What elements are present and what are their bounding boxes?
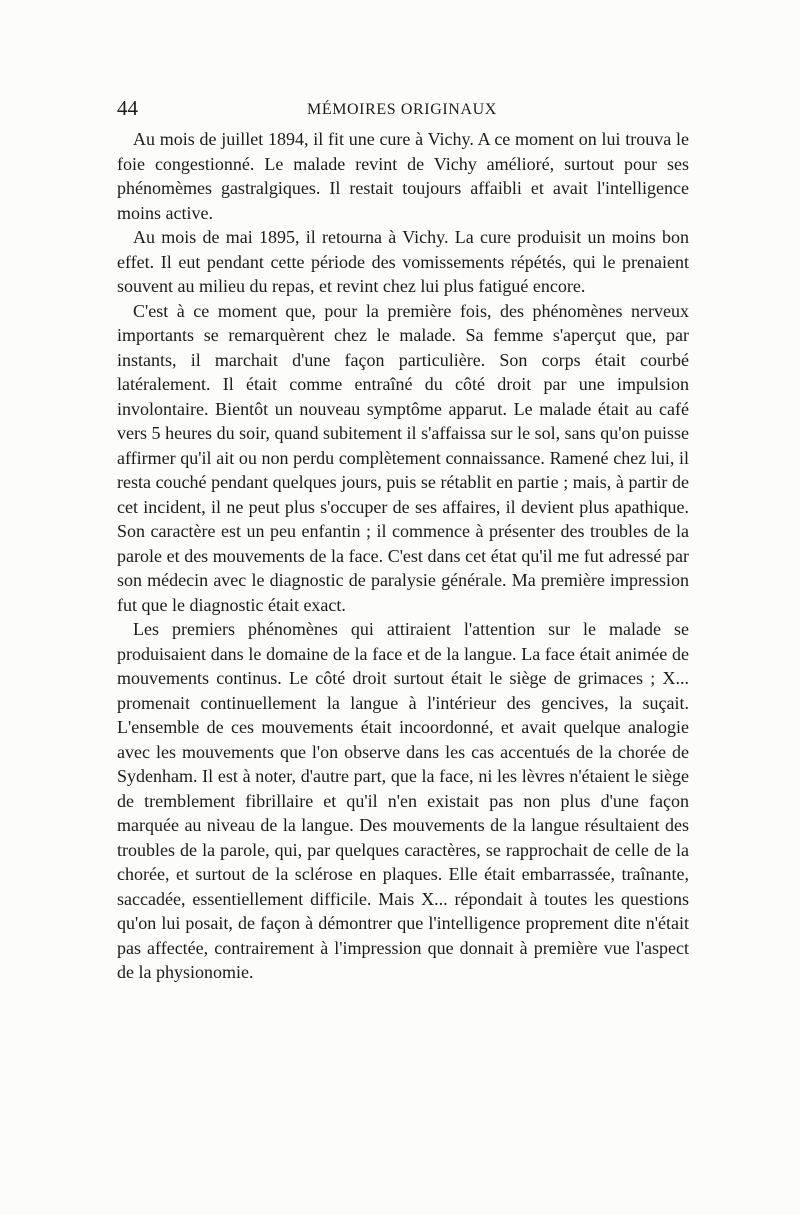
running-title: MÉMOIRES ORIGINAUX — [307, 101, 497, 118]
page-number: 44 — [117, 96, 138, 120]
paragraph-1: Au mois de juillet 1894, il fit une cure à Vichy. A ce moment on lui trouva le foie congestionné. Le malade revint de Vichy amélioré, surtout pour ses phénomèmes gastralgiques. Il restait toujours affaibli et avait l'intelligence moins active. — [117, 129, 689, 223]
running-header — [117, 93, 689, 123]
paragraph-3: C'est à ce moment que, pour la première fois, des phénomènes nerveux importants se remarquèrent chez le malade. Sa femme s'aperçut que, par instants, il marchait d'une façon particulière. Son corps était courbé latéralement. Il était comme entraîné du côté droit par une impulsion involontaire. Bientôt un nouveau symptôme apparut. Le malade était au café vers 5 heures du soir, quand subitement il s'affaissa sur le sol, sans qu'on puisse affirmer qu'il ait ou non perdu complètement connaissance. Ramené chez lui, il resta couché pendant quelques jours, puis se rétablit en partie ; mais, à partir de cet incident, il ne peut plus s'occuper de ses affaires, il devient plus apathique. Son caractère est un peu enfantin ; il commence à présenter des troubles de la parole et des mouvements de la face. C'est dans cet état qu'il me fut adressé par son médecin avec le diagnostic de paralysie générale. Ma première impression fut que le diagnostic était exact. — [117, 300, 689, 615]
paragraph-4: Les premiers phénomènes qui attiraient l'attention sur le malade se produisaient dans le domaine de la face et de la langue. La face était animée de mouvements continus. Le côté droit surtout était le siège de grimaces ; X... promenait continuellement la langue à l'intérieur des gencives, la suçait. L'ensemble de ces mouvements était incoordonné, et avait quelque analogie avec les mouvements que l'on observe dans les cas accentués de la chorée de Sydenham. Il est à noter, d'autre part, que la face, ni les lèvres n'étaient le siège de tremblement fibrillaire et qu'il n'en existait pas non plus d'une façon marquée au niveau de la langue. Des mouvements de la langue résultaient des troubles de la parole, qui, par quelques caractères, se rapprochait de celle de la chorée, et surtout de la sclérose en plaques. Elle était embarrassée, traînante, saccadée, essentiellement difficile. Mais X... répondait à toutes les questions qu'on lui posait, de façon à démontrer que l'intelligence proprement dite n'était pas affectée, contrairement à l'impression que donnait à première vue l'aspect de la physionomie. — [117, 619, 689, 982]
paragraph-2: Au mois de mai 1895, il retourna à Vichy. La cure produisit un moins bon effet. Il eut pendant cette période des vomissements répétés, qui le prenaient souvent au milieu du repas, et revint chez lui plus fatigué encore. — [117, 227, 689, 296]
body-text — [117, 127, 689, 985]
